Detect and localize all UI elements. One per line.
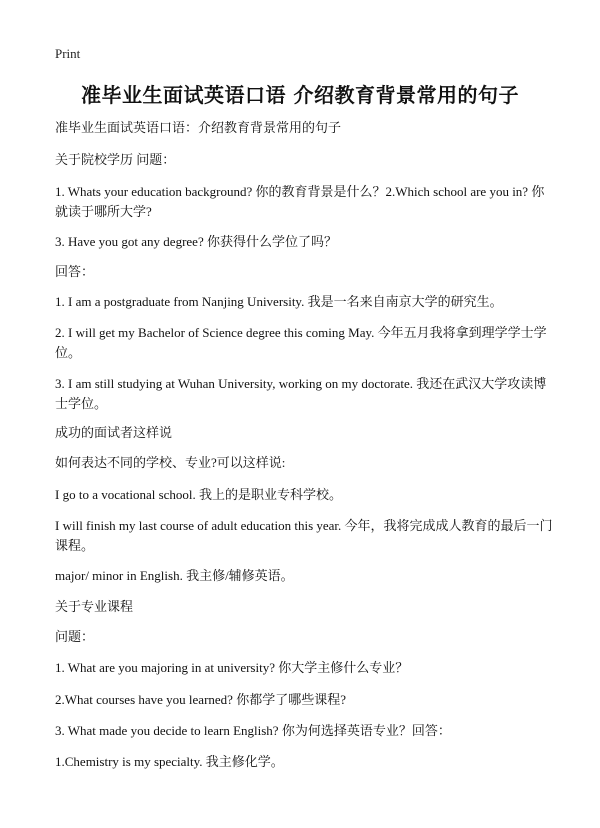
paragraph-question-heading: 问题： xyxy=(55,629,95,644)
paragraph-major-minor: major/ minor in English. 我主修/辅修英语。 xyxy=(55,568,294,583)
paragraph-vocational: I go to a vocational school. 我上的是职业专科学校。 xyxy=(55,487,343,502)
paragraph-answer-3: 3. I am still studying at Wuhan University, working on my doctorate. 我还在武汉大学攻读博士学位。 xyxy=(55,376,547,411)
print-link[interactable]: Print xyxy=(55,46,81,61)
paragraph-success-heading: 成功的面试者这样说 xyxy=(55,425,173,440)
paragraph-course-heading: 关于专业课程 xyxy=(55,599,134,614)
paragraph-school-questions: 关于院校学历 问题： xyxy=(55,152,176,167)
paragraph-adult-education: I will finish my last course of adult education this year. 今年，我将完成成人教育的最后一门课程。 xyxy=(55,518,553,553)
paragraph-how-to-express: 如何表达不同的学校、专业?可以这样说: xyxy=(55,455,286,470)
paragraph-question-1-2: 1. Whats your education background? 你的教育背景是什么？2.Which school are you in? 你就读于哪所大学? xyxy=(55,184,545,219)
paragraph-course-answer-1: 1.Chemistry is my specialty. 我主修化学。 xyxy=(55,754,284,769)
page-title: 准毕业生面试英语口语 介绍教育背景常用的句子 xyxy=(81,83,519,107)
paragraph-course-question-1: 1. What are you majoring in at university? 你大学主修什么专业？ xyxy=(55,660,409,675)
paragraph-intro: 准毕业生面试英语口语：介绍教育背景常用的句子 xyxy=(55,120,342,135)
paragraph-answer-heading: 回答： xyxy=(55,264,95,279)
paragraph-course-question-3: 3. What made you decide to learn English? 你为何选择英语专业？回答： xyxy=(55,723,451,738)
paragraph-answer-2: 2. I will get my Bachelor of Science degree this coming May. 今年五月我将拿到理学学士学位。 xyxy=(55,325,547,360)
paragraph-course-question-2: 2.What courses have you learned? 你都学了哪些课程? xyxy=(55,692,346,707)
paragraph-question-3: 3. Have you got any degree? 你获得什么学位了吗？ xyxy=(55,234,337,249)
paragraph-answer-1: 1. I am a postgraduate from Nanjing University. 我是一名来自南京大学的研究生。 xyxy=(55,294,503,309)
